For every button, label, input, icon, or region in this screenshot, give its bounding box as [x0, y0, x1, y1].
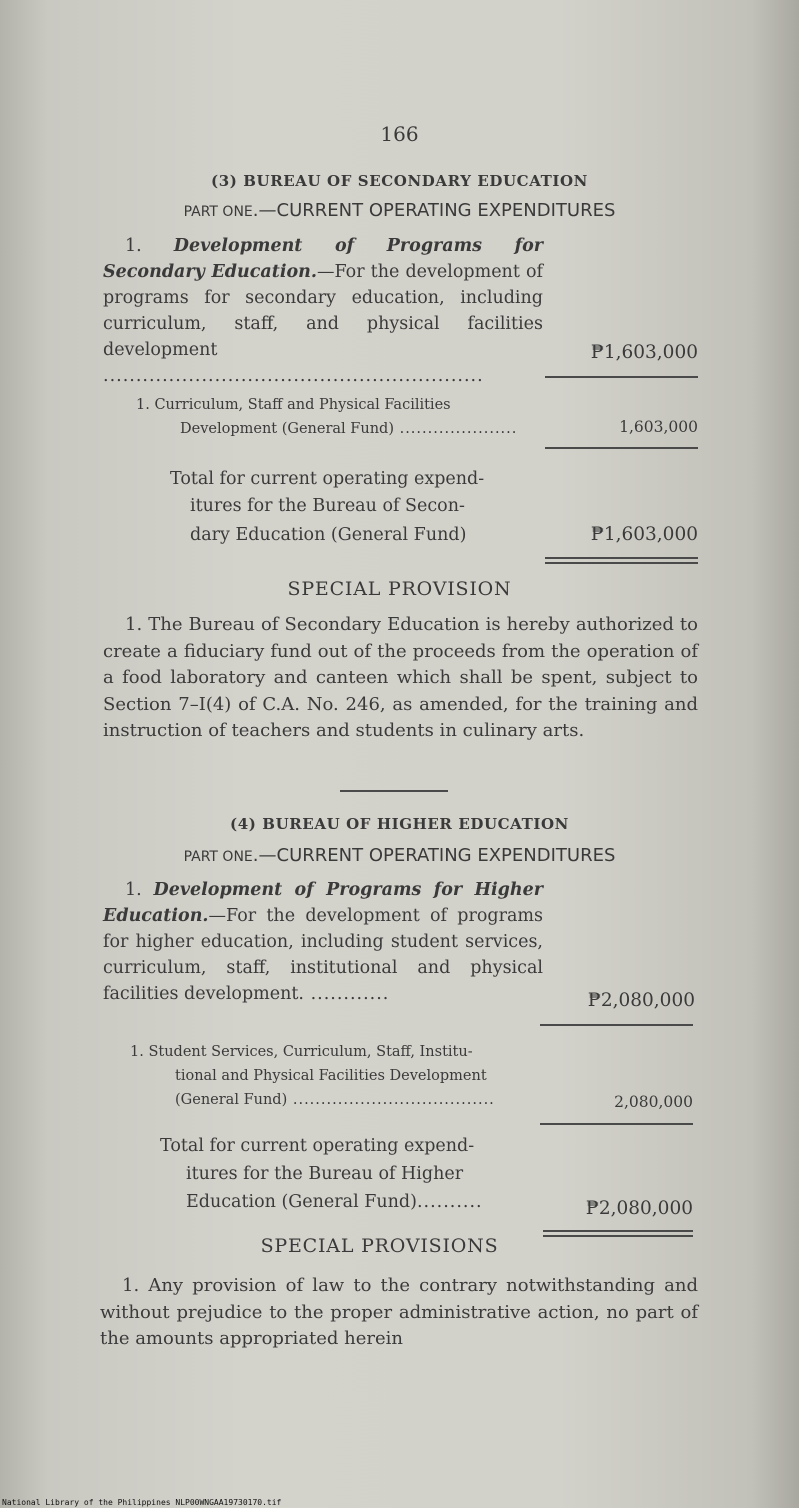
rule: [545, 447, 698, 449]
rule: [540, 1123, 693, 1125]
special-provisions-text: 1. Any provision of law to the contrary notwithstanding and without prejudice to the proper administrative action, no part of the amounts appropriated herein: [100, 1275, 698, 1349]
total-line2-higher: itures for the Bureau of Higher: [186, 1164, 464, 1184]
special-provision-text: 1. The Bureau of Secondary Education is hereby authorized to create a fiduciary fund out of the proceeds from the operation of a food laboratory and canteen which shall be spent, subject to Section 7–I(4) of C.A. No. 246, as amended, for the training and instruction of teachers and students in culinary arts.: [103, 614, 698, 741]
total-line3-secondary: dary Education (General Fund): [190, 525, 467, 545]
total-line3-higher: Education (General Fund)..........: [186, 1192, 483, 1212]
program-paragraph-higher: 1. Development of Programs for Higher Education.—For the development of programs for higher education, including student services, curriculum, staff, institutional and physical facilities development. ............: [103, 880, 543, 1004]
program-paragraph-secondary: 1. Development of Programs for Secondary Education.—For the development of programs for secondary education, including curriculum, staff, and physical facilities development ..........................................................: [103, 236, 543, 386]
part-rest: .—CURRENT OPERATING EXPENDITURES: [252, 845, 616, 866]
item-line1-secondary: 1. Curriculum, Staff and Physical Facilities: [136, 397, 451, 413]
total-line1-secondary: Total for current operating expend-: [170, 469, 485, 489]
item-line3-higher: (General Fund) ....................................: [175, 1092, 495, 1108]
part-prefix: PART ONE: [183, 849, 253, 865]
program-amount-higher: ₱2,080,000: [587, 990, 695, 1011]
rule: [540, 1024, 693, 1026]
part-rest: .—CURRENT OPERATING EXPENDITURES: [252, 200, 616, 221]
program-text: —For the development of programs for higher education, including student services, curriculum, staff, institutional and physical facilities development.: [103, 906, 543, 1004]
part-one-heading-higher: [0, 845, 799, 866]
program-amount-secondary: ₱1,603,000: [590, 342, 698, 363]
double-rule-top: [543, 1230, 693, 1232]
bureau-secondary-title: (3) BUREAU OF SECONDARY EDUCATION: [211, 172, 588, 190]
section-divider: [340, 790, 448, 792]
total-amount-higher: ₱2,080,000: [585, 1198, 693, 1219]
item-line2-secondary: Development (General Fund) .....................: [180, 421, 518, 437]
double-rule-bottom: [545, 562, 698, 564]
scan-caption: National Library of the Philippines NLP00WNGAA19730170.tif: [2, 1498, 282, 1507]
item-line1-higher: 1. Student Services, Curriculum, Staff, Institu-: [130, 1044, 473, 1060]
item-line2-higher: tional and Physical Facilities Development: [175, 1068, 487, 1084]
item-amount-higher: 2,080,000: [614, 1093, 693, 1111]
double-rule-top: [545, 557, 698, 559]
program-number: 1.: [125, 880, 154, 900]
program-title: Development of Programs for Secondary Education.: [103, 236, 543, 282]
page-number: 166: [380, 122, 419, 146]
program-title: Development of Programs for Higher Education.: [103, 880, 543, 926]
total-line1-higher: Total for current operating expend-: [160, 1136, 475, 1156]
special-provision-heading: SPECIAL PROVISION: [287, 578, 512, 600]
part-prefix: PART ONE: [183, 204, 253, 220]
part-one-heading-secondary: [0, 200, 799, 221]
rule: [545, 376, 698, 378]
bureau-higher-title: (4) BUREAU OF HIGHER EDUCATION: [230, 815, 569, 833]
program-text: —For the development of programs for secondary education, including curriculum, staff, and physical facilities development: [103, 262, 543, 360]
special-provisions-heading: SPECIAL PROVISIONS: [260, 1235, 499, 1257]
program-number: 1.: [125, 236, 174, 256]
total-amount-secondary: ₱1,603,000: [590, 524, 698, 545]
item-amount-secondary: 1,603,000: [619, 418, 698, 436]
total-line2-secondary: itures for the Bureau of Secon-: [190, 496, 465, 516]
